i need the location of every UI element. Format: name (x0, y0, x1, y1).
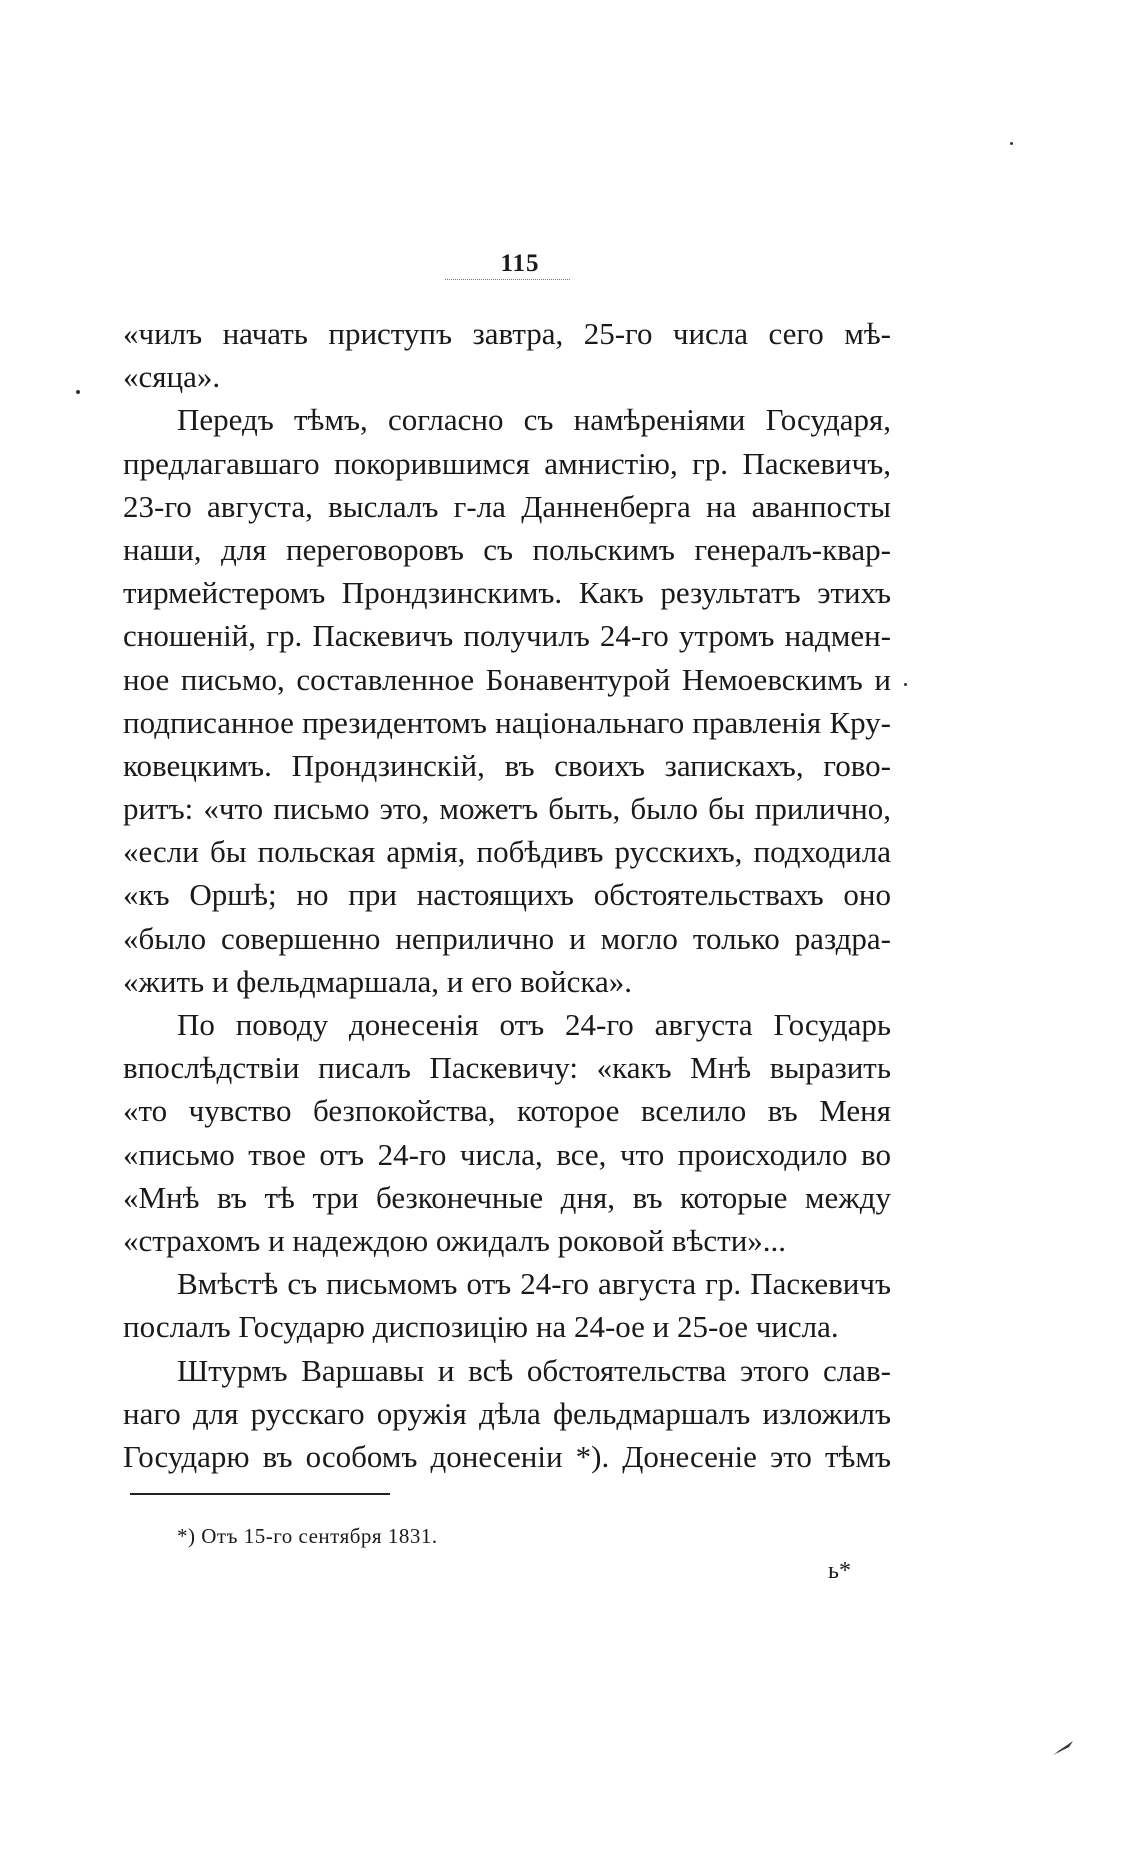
text-line: наши, для переговоровъ съ польскимъ генералъ-квар- (123, 531, 891, 567)
text-line: Передъ тѣмъ, согласно съ намѣреніями Государя, (177, 402, 891, 438)
body-text (123, 312, 891, 1478)
text-line: «сяца». (123, 359, 221, 395)
text-line: тирмейстеромъ Прондзинскимъ. Какъ результатъ этихъ (123, 575, 891, 611)
text-line: Государю въ особомъ донесеніи *). Донесеніе это тѣмъ (123, 1438, 891, 1474)
margin-dot (904, 683, 907, 686)
scan-smudge-icon (1052, 1738, 1074, 1756)
footnote-rule (130, 1493, 390, 1495)
text-line: «Мнѣ въ тѣ три безконечные дня, въ которые между (123, 1179, 891, 1215)
text-line: впослѣдствіи писалъ Паскевичу: «какъ Мнѣ выразить (123, 1050, 891, 1086)
text-line: «къ Оршѣ; но при настоящихъ обстоятельствахъ оно (123, 877, 891, 913)
text-line: подписанное президентомъ національнаго правленія Кру- (123, 704, 891, 740)
text-line: ритъ: «что письмо это, можетъ быть, было бы прилично, (123, 791, 891, 827)
signature-mark: ь* (828, 1558, 851, 1584)
margin-dot (76, 390, 80, 394)
text-line: «чилъ начать приступъ завтра, 25-го числа сего мѣ- (123, 316, 891, 351)
text-line: послалъ Государю диспозицію на 24-ое и 25-ое числа. (123, 1309, 839, 1345)
text-line: «жить и фельдмаршала, и его войска». (123, 963, 632, 999)
text-line: «страхомъ и надеждою ожидалъ роковой вѣсти»... (123, 1222, 787, 1258)
text-line: ное письмо, составленное Бонавентурой Немоевскимъ и (123, 661, 891, 697)
text-line: Штурмъ Варшавы и всѣ обстоятельства этого слав- (177, 1352, 891, 1388)
footnote: *) Отъ 15-го сентября 1831. (177, 1524, 438, 1548)
text-line: «если бы польская армія, побѣдивъ русскихъ, подходила (123, 834, 891, 870)
text-line: «письмо твое отъ 24-го числа, все, что происходило во (123, 1136, 891, 1172)
text-line: Вмѣстѣ съ письмомъ отъ 24-го августа гр. Паскевичъ (177, 1266, 891, 1302)
text-line: 23-го августа, выслалъ г-ла Данненберга на аванпосты (123, 488, 891, 524)
text-line: «то чувство безпокойства, которое вселило въ Меня (123, 1093, 891, 1129)
text-line: предлагавшаго покорившимся амнистію, гр. Паскевичъ, (123, 445, 891, 481)
page-number: 115 (500, 250, 540, 277)
text-line: сношеній, гр. Паскевичъ получилъ 24-го утромъ надмен- (123, 618, 891, 654)
text-line: По поводу донесенія отъ 24-го августа Государь (177, 1007, 891, 1042)
text-line: «было совершенно неприлично и могло только раздра- (123, 920, 891, 956)
page-number-ornament (445, 279, 570, 280)
text-line: ковецкимъ. Прондзинскій, въ своихъ запискахъ, гово- (123, 747, 891, 783)
text-line: наго для русскаго оружія дѣла фельдмаршалъ изложилъ (123, 1395, 891, 1431)
margin-dot (1010, 142, 1013, 145)
